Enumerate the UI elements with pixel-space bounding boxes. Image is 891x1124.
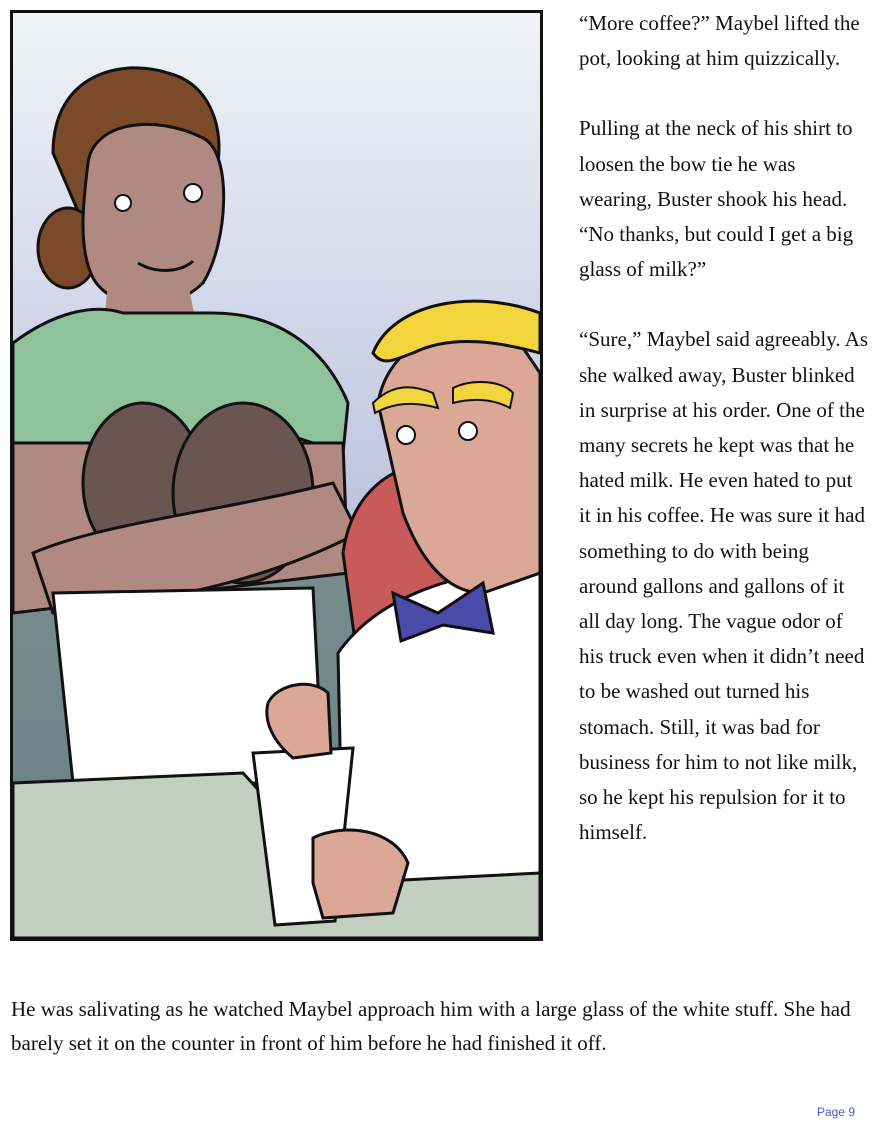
story-paragraph: “More coffee?” Maybel lifted the pot, looking at him quizzically.	[579, 11, 860, 71]
comic-panel	[10, 10, 543, 941]
story-paragraph: “Sure,” Maybel said agreeably. As she walked away, Buster blinked in surprise at his order. One of the many secrets he kept was that he hated milk. He even hated to put it in his coffee. He was sure it had something to do with being around gallons and gallons of it all day long. The vague odor of his truck even when it didn’t need to be washed out turned his stomach. Still, it was bad for business for him to not like milk, so he kept his repulsion for it to himself.	[579, 327, 869, 845]
buster-hand-right	[313, 830, 408, 918]
diner-scene-illustration	[13, 13, 540, 938]
maybel-eye-right	[184, 184, 202, 202]
page-number: Page 9	[816, 1105, 855, 1119]
story-paragraph: Pulling at the neck of his shirt to loosen the bow tie he was wearing, Buster shook his head. “No thanks, but could I get a big glass of milk?”	[579, 116, 854, 282]
maybel-face	[83, 124, 224, 305]
maybel-eye-left	[115, 195, 131, 211]
buster-eye-right	[459, 422, 477, 440]
story-side-text	[579, 6, 869, 885]
buster-eye-left	[397, 426, 415, 444]
story-closing-paragraph: He was salivating as he watched Maybel approach him with a large glass of the white stuff. She had barely set it on the counter in front of him before he had finished it off.	[11, 997, 851, 1055]
story-closing-text	[11, 992, 871, 1060]
